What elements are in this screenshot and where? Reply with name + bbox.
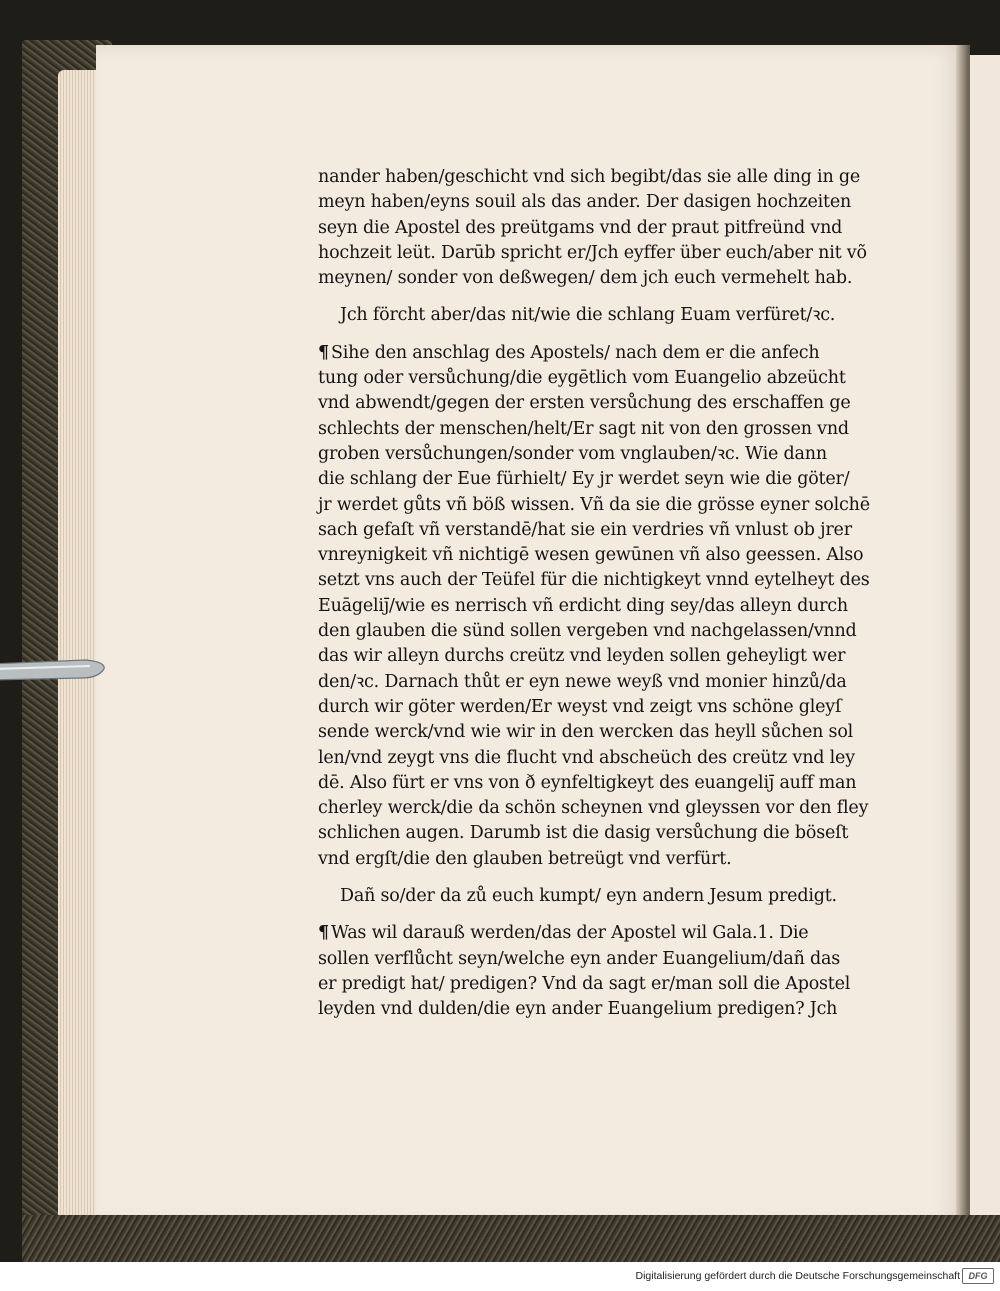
scripture-verse-1 [318, 303, 908, 328]
text-line: Was wil darauß werden/das der Apostel wil Gala.1. Die [330, 923, 809, 944]
text-line: sollen verflůcht seyn/welche eyn ander Euangelium/dañ das [318, 948, 841, 969]
text-line: tung oder versůchung/die eygētlich vom Euangelio abzeücht [318, 368, 846, 389]
text-line: meynen/ sonder von deßwegen/ dem jch euch vermehelt hab. [318, 268, 853, 289]
text-line: vnreynigkeit vñ nichtigē wesen gewūnen vñ also geessen. Also [318, 545, 864, 566]
page-pointer-tool [0, 652, 112, 682]
verse-line: Dañ so/der da zů euch kumpt/ eyn andern Jesum predigt. [340, 886, 837, 907]
verse-line: Jch förcht aber/das nit/wie die schlang Euam verfüret/ꝛc. [340, 305, 836, 326]
text-line: Sihe den anschlag des Apostels/ nach dem er die anfech [330, 342, 820, 363]
text-line: vnd ergſt/die den glauben betreügt vnd verfürt. [318, 848, 732, 869]
pilcrow-mark: ¶ [318, 342, 329, 363]
paragraph-2 [318, 341, 908, 872]
text-line: Euāgeliȷ̄/wie es nerrisch vñ erdicht ding sey/das alleyn durch [318, 595, 848, 616]
text-line: die schlang der Eue fürhielt/ Ey jr werdet seyn wie die göter/ [318, 469, 850, 490]
text-line: meyn haben/eyns souil als das ander. Der dasigen hochzeiten [318, 192, 852, 213]
scripture-verse-2 [318, 884, 908, 909]
paragraph-1 [318, 165, 908, 291]
text-line: sende werck/vnd wie wir in den wercken das heyll sůchen sol [318, 722, 854, 743]
text-line: sach gefaſt vñ verstandē/hat sie ein verdries vñ vnlust ob jrer [318, 519, 852, 540]
text-line: len/vnd zeygt vns die flucht vnd abscheüch des creütz vnd ley [318, 747, 855, 768]
funding-credit: Digitalisierung gefördert durch die Deutsche Forschungsgemeinschaft [635, 1270, 960, 1282]
footer-bar [0, 1262, 1000, 1291]
text-line: durch wir göter werden/Er weyst vnd zeigt vns schöne gleyſ [318, 696, 842, 717]
text-line: jr werdet gůts vñ böß wissen. Vñ da sie die grösse eyner solchē [318, 494, 870, 515]
text-line: cherley werck/die da schön scheynen vnd gleyssen vor den fley [318, 798, 869, 819]
text-line: seyn die Apostel des preütgams vnd der praut pitfreünd vnd [318, 217, 843, 238]
text-line: nander haben/geschicht vnd sich begibt/das sie alle ding in ge [318, 167, 861, 187]
page-text [318, 165, 908, 1023]
text-line: schlechts der menschen/helt/Er sagt nit von den grossen vnd [318, 418, 849, 439]
text-line: den/ꝛc. Darnach thůt er eyn newe weyß vnd monier hinzů/da [318, 671, 847, 692]
facing-page-edge [968, 55, 1000, 1225]
book-cover-bottom [22, 1215, 1000, 1262]
text-line: leyden vnd dulden/die eyn ander Euangelium predigen? Jch [318, 999, 838, 1020]
paragraph-3 [318, 921, 908, 1022]
text-line: das wir alleyn durchs creütz vnd leyden sollen geheyligt wer [318, 646, 846, 667]
text-line: vnd abwendt/gegen der ersten versůchung des erschaffen ge [318, 393, 851, 414]
pilcrow-mark: ¶ [318, 923, 329, 944]
text-line: setzt vns auch der Teüfel für die nichtigkeyt vnnd eytelheyt des [318, 570, 870, 591]
text-line: groben versůchungen/sonder vom vnglauben/ꝛc. Wie dann [318, 443, 827, 464]
text-line: hochzeit leüt. Darūb spricht er/Jch eyffer über euch/aber nit võ [318, 242, 867, 263]
dfg-logo: DFG [962, 1268, 994, 1284]
text-line: schlichen augen. Darumb ist die dasig versůchung die böseſt [318, 823, 849, 844]
text-line: er predigt hat/ predigen? Vnd da sagt er/man soll die Apostel [318, 973, 851, 994]
text-line: den glauben die sünd sollen vergeben vnd nachgelassen/vnnd [318, 621, 857, 642]
text-line: dē. Also fürt er vns von ð eynfeltigkeyt des euangeliȷ̄ auff man [318, 772, 857, 793]
